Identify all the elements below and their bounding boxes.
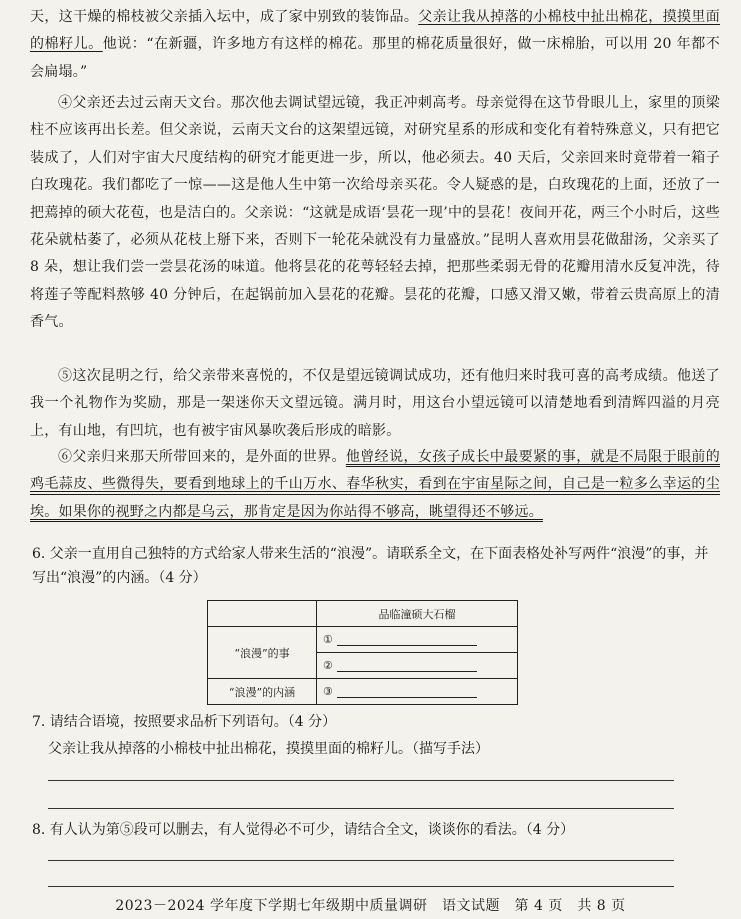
fill-blank-line[interactable] — [337, 659, 477, 672]
question-6-prompt: 6. 父亲一直用自己独特的方式给家人带来生活的“浪漫”。请联系全文，在下面表格处补写两件“浪漫”的事，并写出“浪漫”的内涵。（4 分） — [32, 546, 709, 586]
fill-blank-line[interactable] — [337, 685, 477, 698]
table-label-meaning: “浪漫”的内涵 — [208, 679, 317, 705]
passage-paragraph-3-end — [30, 4, 720, 86]
passage-paragraph-5: ⑤这次昆明之行，给父亲带来喜悦的，不仅是望远镜调试成功，还有他归来时我可喜的高考成绩。他送了我一个礼物作为奖励，那是一架迷你天文望远镜。满月时，用这台小望远镜可以清楚地看到清辉四溢的月亮上，有山地，有凹坑，也有被宇宙风暴吹袭后形成的暗影。 — [30, 368, 720, 439]
answer-line-q7-2[interactable] — [48, 808, 674, 809]
table-blank-2[interactable] — [317, 653, 518, 679]
page-footer: 2023－2024 学年度下学期七年级期中质量调研 语文试题 第 4 页 共 8 页 — [115, 898, 626, 914]
question-7-sentence: 父亲让我从掉落的小棉枝中扯出棉花，摸摸里面的棉籽儿。（描写手法） — [48, 741, 489, 757]
answer-line-q8-2[interactable] — [48, 886, 674, 887]
question-7-prompt: 7. 请结合语境，按照要求品析下列语句。（4 分） — [32, 714, 337, 730]
fill-blank-line[interactable] — [337, 633, 477, 646]
table-empty-corner — [208, 601, 317, 627]
underlined-sentence: 父亲让我从掉落的小棉枝中扯出棉花，摸摸里面的棉籽儿。 — [30, 9, 721, 53]
blank-number: ① — [323, 633, 333, 646]
answer-table — [207, 600, 518, 705]
table-blank-3[interactable] — [317, 679, 518, 705]
blank-number: ② — [323, 659, 333, 672]
passage-paragraph-4: ④父亲还去过云南天文台。那次他去调试望远镜，我正冲刺高考。母亲觉得在这节骨眼儿上，家里的顶梁柱不应该再出长差。但父亲说，云南天文台的这架望远镜，对研究星系的形成和变化有着特殊意义，只有把它装成了，人们对宇宙大尺度结构的研究才能更进一步，所以，他必须去。40 天后，父亲回来时竟带着一箱子白玫瑰花。我们都吃了一惊——这是他人生中第一次给母亲买花。令人疑惑的是，白玫瑰花的上面，还放了一把蔫掉的硕大花苞，也是洁白的。父亲说：“这就是成语‘昙花一现’中的昙花！夜间开花，两三个小时后，这些花朵就枯萎了，必须从花枝上掰下来，否则下一轮花朵就没有力量盛放。”昆明人喜欢用昙花做甜汤，父亲买了 8 朵，想让我们尝一尝昙花汤的味道。他将昙花的花萼轻轻去掉，把那些柔弱无骨的花瓣用清水反复冲洗，待将莲子等配料熬够 40 分钟后，在起锅前加入昙花的花瓣。昙花的花瓣，口感又滑又嫩，带着云贵高原上的清香气。 — [30, 95, 720, 331]
answer-line-q7-1[interactable] — [48, 780, 674, 781]
double-underlined-sentence: 他曾经说，女孩子成长中最要紧的事，就是不局限于眼前的鸡毛蒜皮、些微得失，要看到地球上的千山万水、春华秋实，看到在宇宙星际之间，自己是一粒多么幸运的尘埃。如果你的视野之内都是乌云，那肯定是因为你站得不够高，眺望得还不够远。 — [30, 449, 721, 520]
passage-text: ⑥父亲归来那天所带回来的，是外面的世界。 — [58, 449, 346, 465]
blank-number: ③ — [323, 685, 333, 698]
answer-line-q8-1[interactable] — [48, 860, 674, 861]
question-8-prompt: 8. 有人认为第⑤段可以删去，有人觉得必不可少，请结合全文，谈谈你的看法。（4 分） — [32, 822, 575, 838]
passage-paragraph-6 — [30, 444, 720, 526]
table-blank-1[interactable] — [317, 627, 518, 653]
passage-text: 天，这干燥的棉枝被父亲插入坛中，成了家中别致的装饰品。 — [30, 9, 419, 25]
passage-text: 他说：“在新疆，许多地方有这样的棉花。那里的棉花质量很好，做一床棉胎，可以用 20 年都不会扁塌。” — [30, 36, 720, 80]
table-label-events: “浪漫”的事 — [208, 627, 317, 679]
table-header-example: 品临潼硕大石榴 — [317, 601, 518, 627]
